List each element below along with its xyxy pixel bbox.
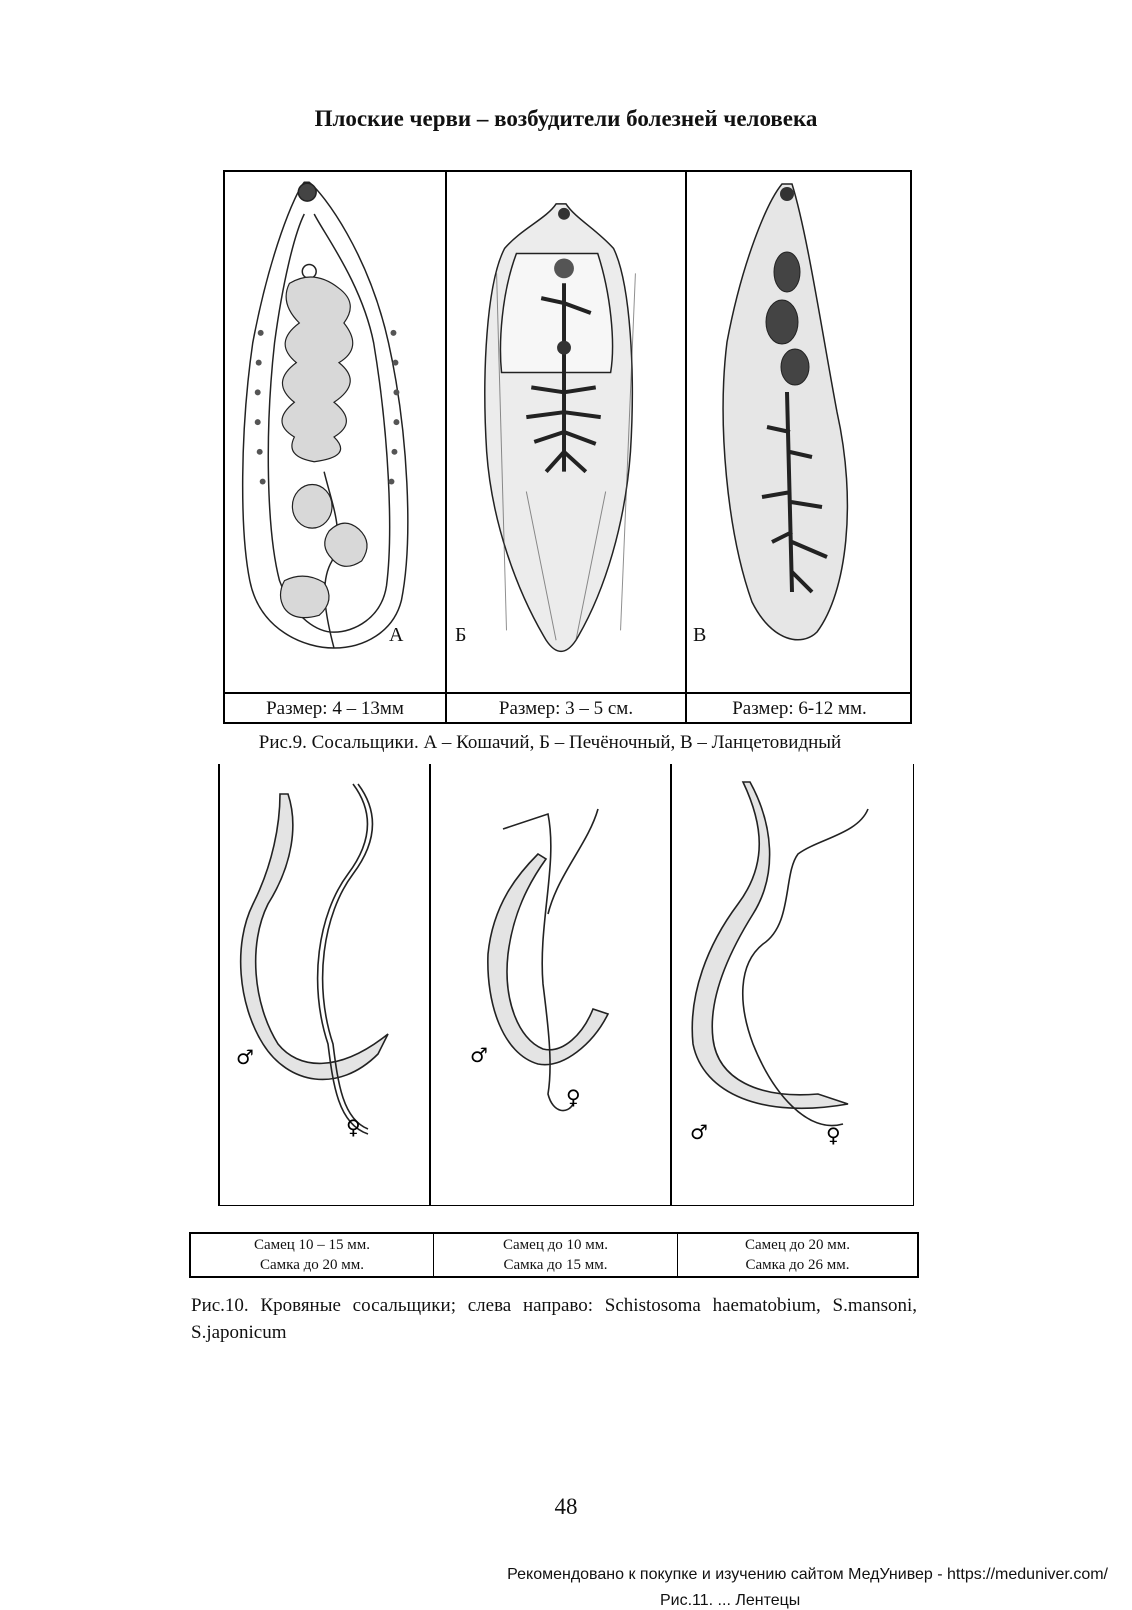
male-size-3: Самец до 20 мм. [745, 1237, 850, 1253]
figure-9-flukes [223, 170, 912, 724]
size-c: Размер: 6-12 мм. [732, 698, 867, 719]
liver-fluke-illustration [447, 172, 685, 692]
size-a: Размер: 4 – 13мм [225, 694, 447, 724]
figure-10-caption: Рис.10. Кровяные сосальщики; слева направо: Schistosoma haematobium, S.mansoni, S.japonicum [191, 1295, 917, 1343]
female-symbol-3: ♀ [826, 1123, 841, 1147]
male-symbol-3: ♂ [690, 1120, 708, 1144]
figure-10-schistosomes [218, 764, 914, 1206]
female-symbol-1: ♀ [346, 1115, 361, 1139]
male-symbol-1: ♂ [236, 1045, 254, 1069]
cat-fluke-illustration [225, 172, 445, 692]
female-size-3: Самка до 26 мм. [745, 1257, 850, 1273]
panel-c-lancet-fluke [687, 172, 912, 692]
male-size-2: Самец до 10 мм. [503, 1237, 608, 1253]
panel-a-cat-fluke [225, 172, 447, 692]
size-cell-3 [678, 1234, 917, 1276]
panel-b-liver-fluke [447, 172, 687, 692]
size-b: Размер: 3 – 5 см. [447, 694, 687, 724]
female-size-1: Самка до 20 мм. [260, 1257, 364, 1273]
female-size-2: Самка до 15 мм. [503, 1257, 608, 1273]
footer-line-2: Рис.11. ... Лентецы [660, 1592, 801, 1609]
page-title: Плоские черви – возбудители болезней человека [314, 106, 818, 131]
panel-a-letter: А [389, 624, 404, 646]
male-symbol-2: ♂ [470, 1043, 488, 1067]
female-symbol-2: ♀ [566, 1085, 581, 1109]
schistosomes-illustration [218, 764, 914, 1206]
figure-9-caption: Рис.9. Сосальщики. А – Кошачий, Б – Печёночный, В – Ланцетовидный [258, 732, 842, 753]
size-row [225, 692, 910, 724]
figure-10-size-table [189, 1232, 919, 1278]
lancet-fluke-illustration [687, 172, 912, 692]
panel-c-letter: В [693, 624, 707, 646]
male-size-1: Самец 10 – 15 мм. [253, 1237, 371, 1253]
panel-b-letter: Б [455, 624, 467, 646]
size-cell-2 [434, 1234, 678, 1276]
size-cell-1 [191, 1234, 434, 1276]
page-number: 48 [554, 1494, 578, 1519]
footer-recommendation: Рекомендовано к покупке и изучению сайтом МедУнивер - https://meduniver.com/ [507, 1566, 1108, 1583]
